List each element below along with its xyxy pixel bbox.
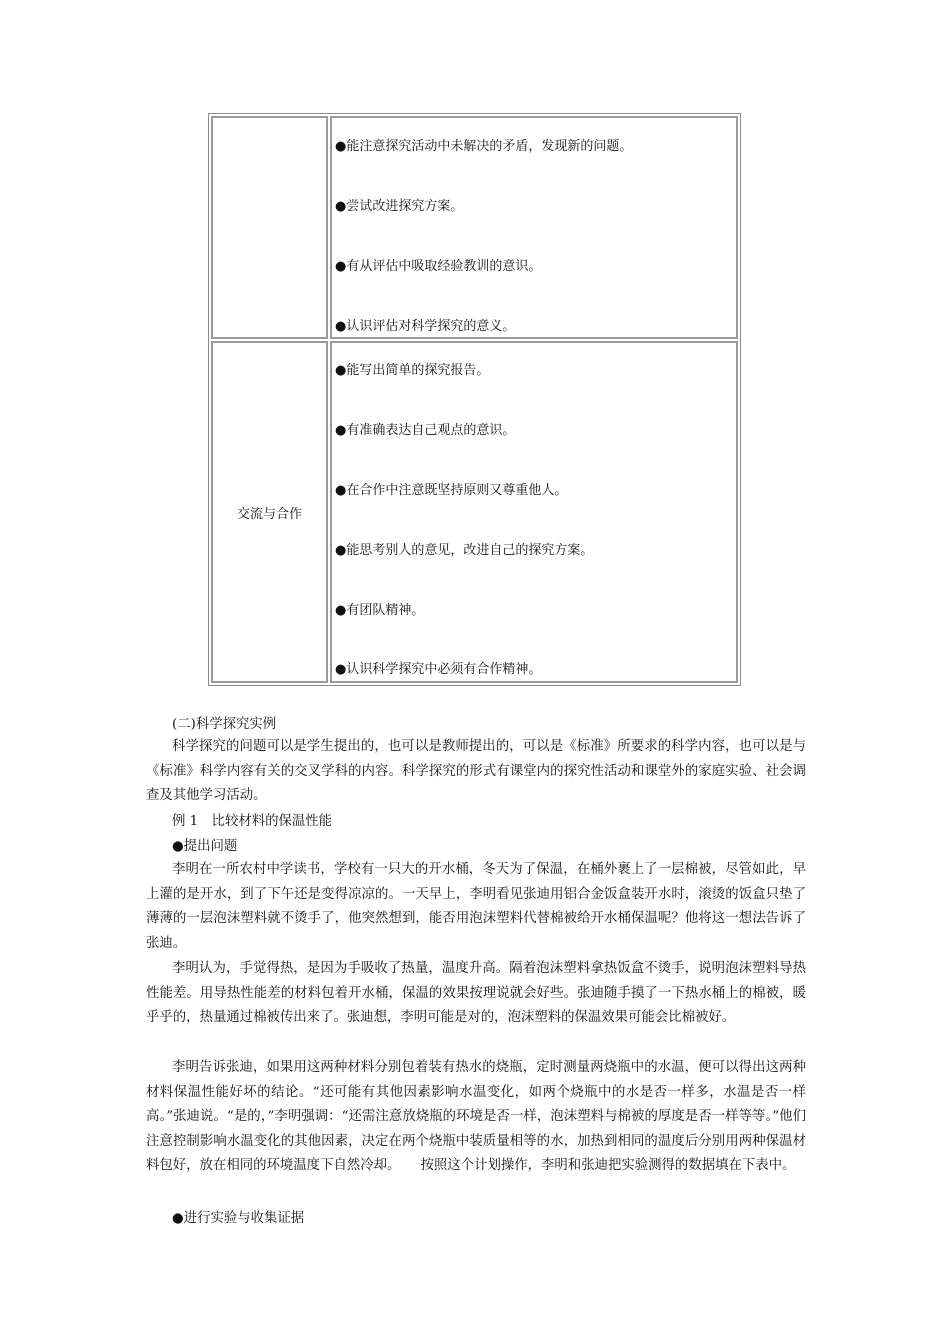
- paragraph-1: 李明在一所农村中学读书，学校有一只大的开水桶，冬天为了保温，在桶外裹上了一层棉被，尽管如此，早上灌的是开水，到了下午还是变得凉凉的。一天早上，李明看见张迪用铝合金饭盒装开水时，滚烫的饭盒只垫了薄薄的一层泡沫塑料就不烫手了，他突然想到，能否用泡沫塑料代替棉被给开水桶保温呢？他将这一想法告诉了张迪。: [146, 862, 806, 951]
- list-item: ●有团队精神。: [335, 603, 425, 618]
- list-item: ●能注意探究活动中未解决的矛盾，发现新的问题。: [335, 139, 633, 154]
- list-item: ●有准确表达自己观点的意识。: [335, 423, 516, 438]
- heading-experiment: ●进行实验与收集证据: [172, 1211, 305, 1226]
- heading-question: ●提出问题: [172, 839, 238, 854]
- section-title: (二)科学探究实例: [172, 717, 277, 732]
- example-title: 例 1 比较材料的保温性能: [172, 814, 333, 829]
- intro-paragraph: 科学探究的问题可以是学生提出的，也可以是教师提出的，可以是《标准》所要求的科学内容，也可以是与《标准》科学内容有关的交叉学科的内容。科学探究的形式有课堂内的探究性活动和课堂外的家庭实验、社会调查及其他学习活动。: [146, 739, 806, 803]
- list-item: ●认识科学探究中必须有合作精神。: [335, 662, 542, 677]
- list-item: ●尝试改进探究方案。: [335, 199, 464, 214]
- table-row1-content-cell: [330, 116, 738, 339]
- list-item: ●认识评估对科学探究的意义。: [335, 319, 516, 334]
- list-item: ●有从评估中吸取经验教训的意识。: [335, 259, 542, 274]
- paragraph-3: 李明告诉张迪，如果用这两种材料分别包着装有热水的烧瓶，定时测量两烧瓶中的水温，便可以得出这两种材料保温性能好坏的结论。“还可能有其他因素影响水温变化，如两个烧瓶中的水是否一样多，水温是否一样高。”张迪说。“是的，”李明强调：“还需注意放烧瓶的环境是否一样，泡沫塑料与棉被的厚度是否一样等等。”他们注意控制影响水温变化的其他因素，决定在两个烧瓶中装质量相等的水，加热到相同的温度后分别用两种保温材料包好，放在相同的环境温度下自然冷却。 按照这个计划操作，李明和张迪把实验测得的数据填在下表中。: [146, 1060, 806, 1173]
- table-row1-label-cell: [211, 116, 328, 339]
- table-row2-label: 交流与合作: [236, 506, 302, 522]
- list-item: ●能思考别人的意见，改进自己的探究方案。: [335, 543, 594, 558]
- paragraph-2: 李明认为，手觉得热，是因为手吸收了热量，温度升高。隔着泡沫塑料拿热饭盒不烫手，说明泡沫塑料导热性能差。用导热性能差的材料包着开水桶，保温的效果按理说就会好些。张迪随手摸了一下热水桶上的棉被，暖乎乎的，热量通过棉被传出来了。张迪想，李明可能是对的，泡沫塑料的保温效果可能会比棉被好。: [146, 961, 806, 1025]
- list-item: ●能写出简单的探究报告。: [335, 363, 490, 378]
- table-row2-content-cell: [330, 341, 738, 683]
- table-row2-label-cell: [211, 341, 328, 683]
- standards-table: [208, 113, 741, 686]
- list-item: ●在合作中注意既坚持原则又尊重他人。: [335, 483, 568, 498]
